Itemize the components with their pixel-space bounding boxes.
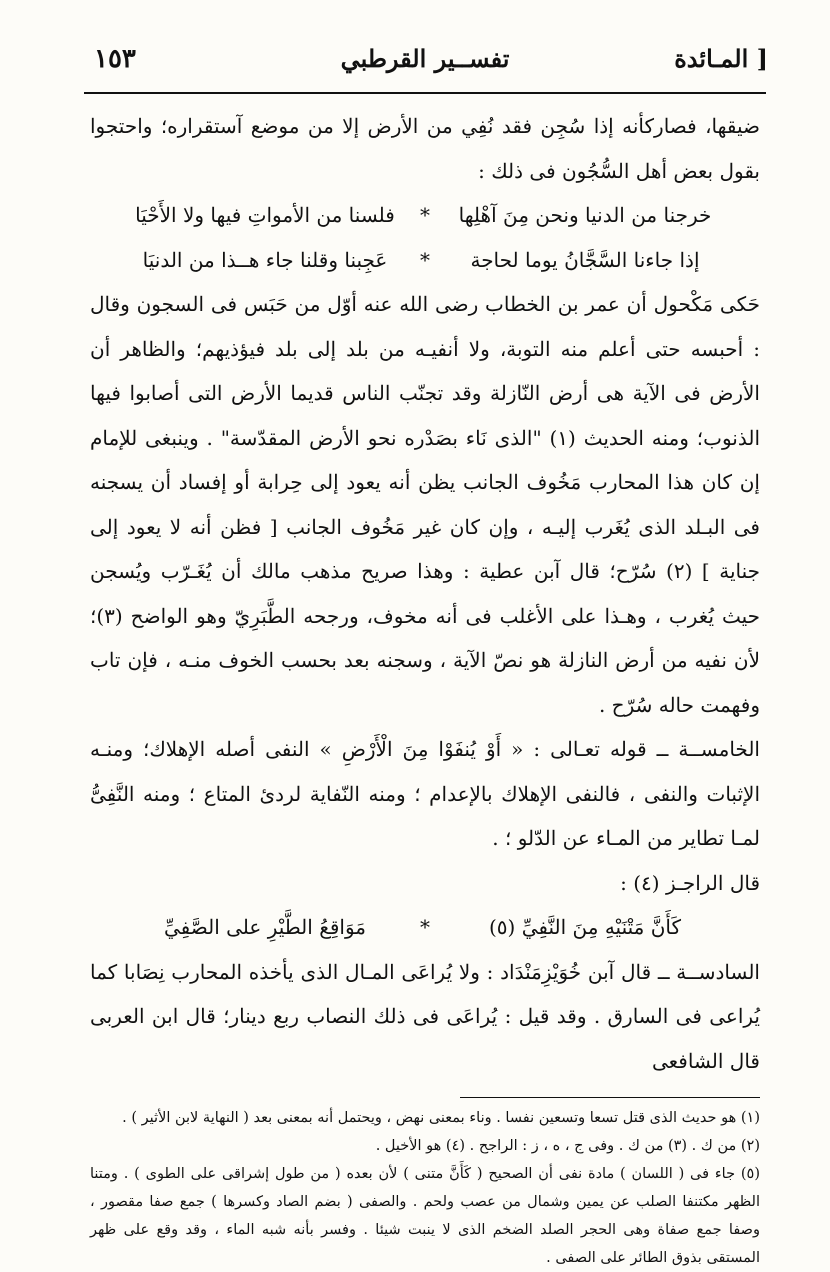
verse-separator-star: *	[420, 247, 430, 272]
footnote-2-3-4: (٢) من ك . (٣) من ك . وفى ج ، ه ، ز : الراجح . (٤) هو الأخيل .	[375, 1138, 760, 1154]
verse-3-first-hemistich: كَأَنَّ مَتْنَيْهِ مِنَ النَّفِيِّ (٥)	[488, 915, 682, 939]
verse-line-3	[90, 905, 760, 950]
verse-line-1	[90, 193, 760, 238]
paragraph-3: الخامســة ــ قوله تعـالى : « أَوْ يُنفَوْا مِنَ الْأَرْضِ » النفى أصله الإهلاك؛ ومنـه الإثبات والنفى ، فالنفى الإهلاك بالإعدام ؛ ومنه النّفاية لردئ المتاع ؛ ومنه النَّفِىُّ لمـا تطاير من المـاء عن الدّلو ؛ .	[90, 737, 761, 850]
surah-name: المـائدة ]	[674, 44, 768, 73]
verse-separator-star: *	[420, 915, 430, 939]
page-header	[90, 36, 768, 88]
verse-line-2	[90, 238, 760, 283]
verse-2-first-hemistich: إذا جاءنا السَّجَّانُ يوما لحاجة	[470, 247, 700, 272]
paragraph-1: ضيقها، فصاركأنه إذا سُجِن فقد نُفِي من الأرض إلا من موضع آستقراره؛ واحتجوا بقول بعض أهل السُّجُون فى ذلك :	[90, 114, 760, 183]
main-text	[90, 104, 760, 1083]
verse-1-first-hemistich: خرجنا من الدنيا ونحن مِنَ آهْلِها	[458, 203, 712, 227]
header-rule	[84, 92, 766, 94]
paragraph-2: حَكى مَكْحول أن عمر بن الخطاب رضى الله عنه أوّل من حَبَس فى السجون وقال : أحبسه حتى أعلم منه التوبة، ولا أنفيـه من بلد إلى بلد فيؤذيهم؛ والظاهر أن الأرض فى الآية هى أرض النّازلة وقد تجنّب الناس قديما الأرض التى أصابوا فيها الذنوب؛ ومنه الحديث (١) "الذى نَاء بصَدْره نحو الأرض المقدّسة" . وينبغى للإمام إن كان هذا المحارب مَخُوف الجانب يظن أنه يعود إلى حِرابة أو إفساد أن يسجنه فى البـلد الذى يُغَرب إليـه ، وإن كان غير مَخُوف الجانب [ فظن أنه لا يعود إلى جناية ] (٢) سُرّح؛ قال آبن عطية : وهذا صريح مذهب مالك أن يُغَـرّب ويُسجن حيث يُغرب ، وهـذا على الأغلب فى أنه مخوف، ورجحه الطَّبَرِيّ وهو الواضح (٣)؛ لأن نفيه من أرض النازلة هو نصّ الآية ، وسجنه بعد بحسب الخوف منـه ، فإن تاب وفهمت حاله سُرّح .	[90, 292, 760, 717]
page-number: ١٥٣	[94, 44, 136, 74]
footnote-5: (٥) جاء فى ( اللسان ) مادة نفى أن الصحيح ( كَأَنَّ متنى ) لأن بعده ( من طول إشراقى على الطوى ) . ومتنا الظهر مكتنفا الصلب عن يمين وشمال من عصب ولحم . والصفى ( بضم الصاد وكسرها ) جمع صفا مقصور ، وصفا جمع صفاة وهى الحجر الصلد الضخم الذى لا ينبت شيئا . وفسر بأنه شبه الماء ، وقد وقع على ظهر المستقى بذوق الطائر على الصفى .	[90, 1166, 760, 1266]
paragraph-5: السادســة ــ قال آبن خُوَيْزِمَنْدَاد : ولا يُراعَى المـال الذى يأخذه المحارب نِصَابا كما يُراعى فى السارق . وقد قيل : يُراعَى فى ذلك النصاب ربع دينار؛ قال ابن العربى قال الشافعى	[90, 959, 760, 1073]
verse-1-second-hemistich: فلسنا من الأمواتِ فيها ولا الأَحْيَا	[135, 203, 395, 227]
footnotes	[90, 1104, 760, 1272]
footnote-1: (١) هو حديث الذى قتل تسعا وتسعين نفسا . وناء بمعنى نهض ، ويحتمل أنه بمعنى بعد ( النهاية لابن الأثير ) .	[122, 1110, 760, 1126]
verse-2-second-hemistich: عَجِبنا وقلنا جاء هــذا من الدنيَا	[142, 247, 388, 272]
verse-3-second-hemistich: مَوَاقِعُ الطَّيْرِ على الصَّفِيِّ	[163, 915, 366, 939]
paragraph-4: قال الراجـز (٤) :	[620, 870, 760, 895]
running-title: تفســير القرطبي	[340, 44, 510, 73]
footnote-separator	[460, 1097, 760, 1098]
verse-separator-star: *	[420, 203, 430, 227]
